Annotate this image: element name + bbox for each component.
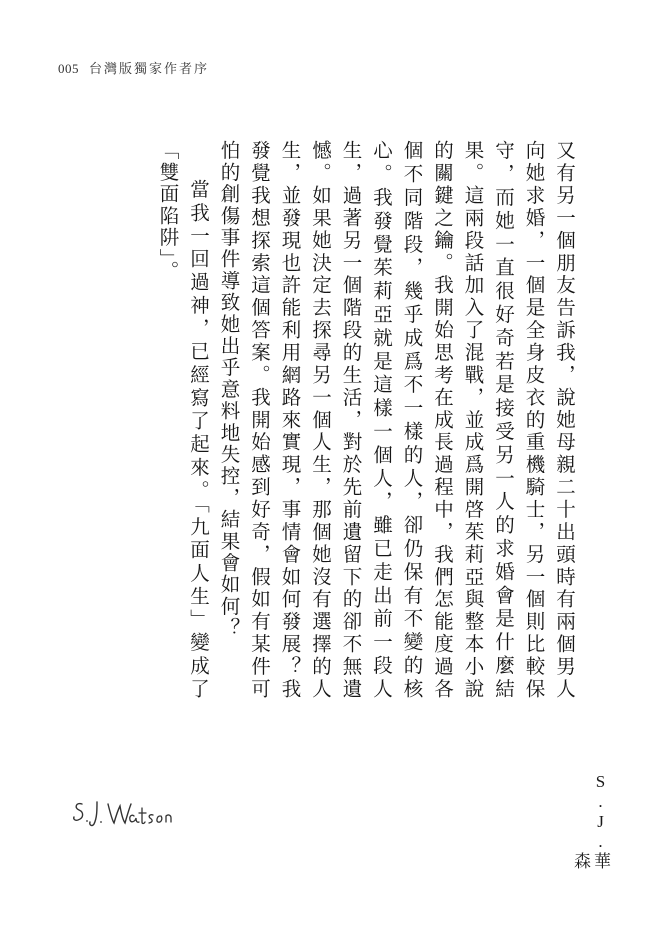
page-number: 005 (58, 61, 79, 76)
body-paragraph: 當我一回過神，已經寫了起來。「九面人生」變成了「雙面陷阱」。 (156, 140, 210, 700)
running-header (58, 58, 209, 77)
handwritten-signature (70, 794, 180, 834)
author-name-chinese: 華森 (570, 852, 610, 872)
body-paragraph: 又有另一個朋友告訴我，說她母親二十出頭時有兩個男人向她求婚，一個是全身皮衣的重機騎士，另一個則比較保守，而她一直很好奇若是接受另一人的求婚會是什麼結果。這兩段話加入了混戰，並成爲開啓茱莉亞與整本小說的關鍵之鑰。我開始思考在成長過程中，我們怎能度過各個不同階段，幾乎成爲不一樣的人，卻仍保有不變的核心。我發覺茱莉亞就是這樣一個人，雖已走出前一段人生，過著另一個階段的生活，對於先前遺留下的卻不無遺憾。如果她決定去探尋另一個人生，那個她沒有選擇的人生，並發現也許能利用網路來實現，事情會如何發展？我發覺我想探索這個答案。我開始感到好奇，假如有某件可怕的創傷事件導致她出乎意料地失控，結果會如何？ (217, 140, 576, 700)
preface-body (59, 140, 579, 700)
author-name (570, 772, 610, 872)
signature-block (70, 772, 610, 872)
running-title: 台灣版獨家作者序 (89, 62, 210, 77)
author-name-latin: S.J. (591, 772, 610, 852)
